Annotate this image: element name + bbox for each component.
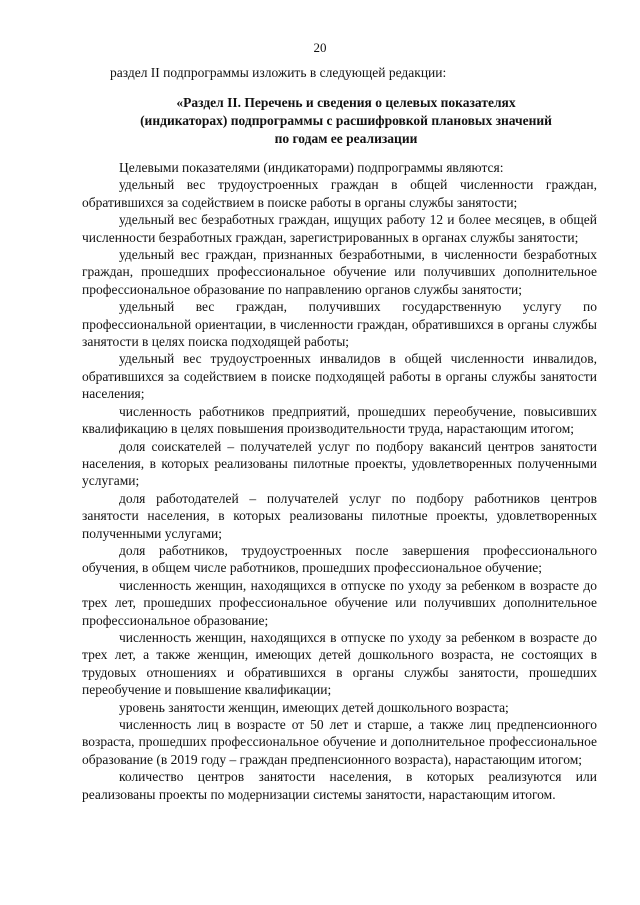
section-heading-line: (индикаторах) подпрограммы с расшифровкой плановых значений [140,113,552,128]
indicator-item: численность женщин, находящихся в отпуске по уходу за ребенком в возрасте до трех лет, а также женщин, имеющих детей дошкольного возраста, не состоящих в трудовых отношениях и обратившихся в органы службы занятости, прошедших переобучение и повышение квалификации; [82,629,597,698]
indicator-item: удельный вес трудоустроенных инвалидов в общей численности инвалидов, обратившихся за содействием в поиске подходящей работы в органы службы занятости населения; [82,351,597,402]
document-body [82,159,597,803]
indicator-item: доля соискателей – получателей услуг по подбору вакансий центров занятости населения, в которых реализованы пилотные проекты, удовлетворенных полученными услугами; [82,438,597,489]
indicator-item: доля работников, трудоустроенных после завершения профессионального обучения, в общем числе работников, прошедших профессиональное обучение; [82,542,597,576]
intro-text: раздел II подпрограммы изложить в следующей редакции: [110,65,447,80]
page-number: 20 [313,40,327,55]
indicator-item: количество центров занятости населения, в которых реализуются или реализованы проекты по модернизации системы занятости, нарастающим итогом. [82,769,597,802]
indicator-item: численность лиц в возрасте от 50 лет и старше, а также лиц предпенсионного возраста, прошедших профессиональное обучение и дополнительное профессиональное образование (в 2019 году – граждан предпенсионного возраста), нарастающим итогом; [82,717,597,767]
lead-paragraph: Целевыми показателями (индикаторами) подпрограммы являются: [119,160,504,175]
indicator-item: удельный вес безработных граждан, ищущих работу 12 и более месяцев, в общей численности безработных граждан, зарегистрированных в органах службы занятости; [82,212,597,245]
indicator-item: доля работодателей – получателей услуг по подбору работников центров занятости населения, в которых реализованы пилотные проекты, удовлетворенных полученными услугами; [82,490,597,541]
indicator-item: удельный вес граждан, получивших государственную услугу по профессиональной ориентации, в численности граждан, обратившихся в органы службы занятости в целях поиска подходящей работы; [82,299,597,350]
section-heading [96,94,596,148]
indicator-item: численность работников предприятий, прошедших переобучение, повысивших квалификацию в целях повышения производительности труда, нарастающим итогом; [82,403,597,437]
indicator-item: численность женщин, находящихся в отпуске по уходу за ребенком в возрасте до трех лет, прошедших профессиональное обучение или получивших дополнительное профессиональное образование; [82,577,597,628]
indicator-item: удельный вес трудоустроенных граждан в общей численности граждан, обратившихся за содействием в поиске работы в органы службы занятости; [82,177,597,210]
section-heading-line: по годам ее реализации [274,131,418,146]
indicator-item: удельный вес граждан, признанных безработными, в численности безработных граждан, прошедших профессиональное обучение или получивших дополнительное профессиональное образование по направлению органов службы занятости; [82,247,597,297]
indicator-item: уровень занятости женщин, имеющих детей дошкольного возраста; [119,699,509,715]
section-heading-line: «Раздел II. Перечень и сведения о целевых показателях [176,95,516,110]
